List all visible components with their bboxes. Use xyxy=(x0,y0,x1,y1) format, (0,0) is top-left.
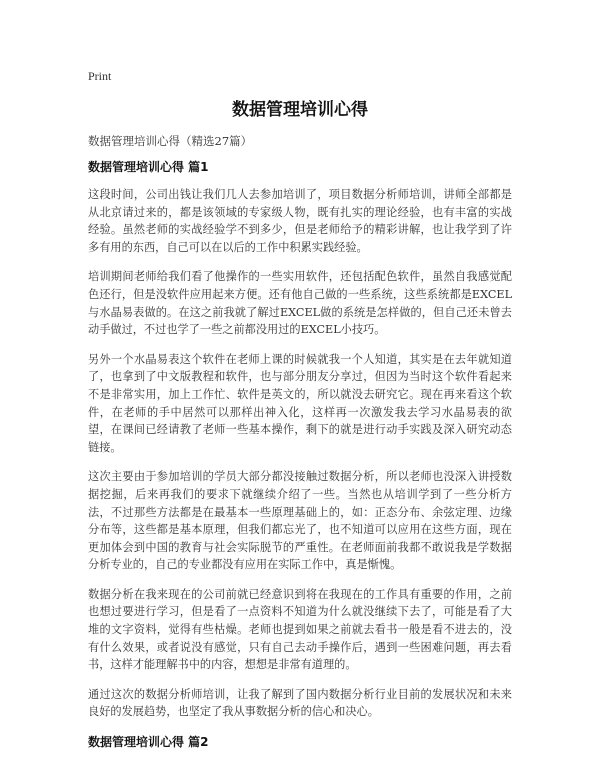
paragraph-4: 这次主要由于参加培训的学员大部分都没接触过数据分析，所以老师也没深入讲授数据挖掘，后来再我们的要求下就继续介绍了一些。当然也从培训学到了一些分析方法，不过那些方法都是在最基本一些原理基础上的，如：正态分布、余弦定理、边缘分布等，这些都是基本原理，但我们都忘光了，也不知道可以应用在这些方面，现在更加体会到中国的教育与社会实际脱节的严重性。在老师面前我都不敢说我是学数据分析专业的，自己的专业都没有应用在实际工作中，真是惭愧。 xyxy=(88,470,512,572)
paragraph-1: 这段时间，公司出钱让我们几人去参加培训了，项目数据分析师培训，讲师全部都是从北京请过来的，都是该领域的专家级人物，既有扎实的理论经验，也有丰富的实战经验。虽然老师的实战经验学不到多少，但是老师给予的精彩讲解，也让我学到了许多有用的东西，自己可以在以后的工作中积累实践经验。 xyxy=(88,188,512,254)
print-link[interactable]: Print xyxy=(88,69,112,83)
document-page xyxy=(88,68,512,761)
page-title: 数据管理培训心得 xyxy=(232,100,368,120)
paragraph-5: 数据分析在我来现在的公司前就已经意识到将在我现在的工作具有重要的作用，之前也想过要进行学习，但是看了一点资料不知道为什么就没继续下去了，可能是看了大堆的文字资料，觉得有些枯燥。老师也提到如果之前就去看书一般是看不进去的，没有什么效果，或者说没有感觉，只有自己去动手操作后，遇到一些困难问题，再去看书，这样才能理解书中的内容，想想是非常有道理的。 xyxy=(88,587,512,672)
section-heading-1: 数据管理培训心得 篇1 xyxy=(88,160,209,174)
section-heading-2: 数据管理培训心得 篇2 xyxy=(88,735,209,750)
paragraph-6: 通过这次的数据分析师培训，让我了解到了国内数据分析行业目前的发展状况和未来良好的发展趋势，也坚定了我从事数据分析的信心和决心。 xyxy=(88,687,512,719)
paragraph-3: 另外一个水晶易表这个软件在老师上课的时候就我一个人知道，其实是在去年就知道了，也拿到了中文版教程和软件，也与部分朋友分享过，但因为当时这个软件看起来不是非常实用，加上工作忙、软件是英文的，所以就没去研究它。现在再来看这个软件，在老师的手中居然可以那样出神入化，这样再一次激发我去学习水晶易表的欲望，在课间已经请教了老师一些基本操作，剩下的就是进行动手实践及深入研究动态链接。 xyxy=(88,352,512,454)
document-subtitle: 数据管理培训心得（精选27篇） xyxy=(88,134,253,148)
paragraph-2: 培训期间老师给我们看了他操作的一些实用软件，还包括配色软件，虽然自我感觉配色还行，但是没软件应用起来方便。还有他自己做的一些系统，这些系统都是EXCEL与水晶易表做的。在这之前我就了解过EXCEL做的系统是怎样做的，但自己还未曾去动手做过，不过也学了一些之前都没用过的EXCEL小技巧。 xyxy=(88,270,512,337)
